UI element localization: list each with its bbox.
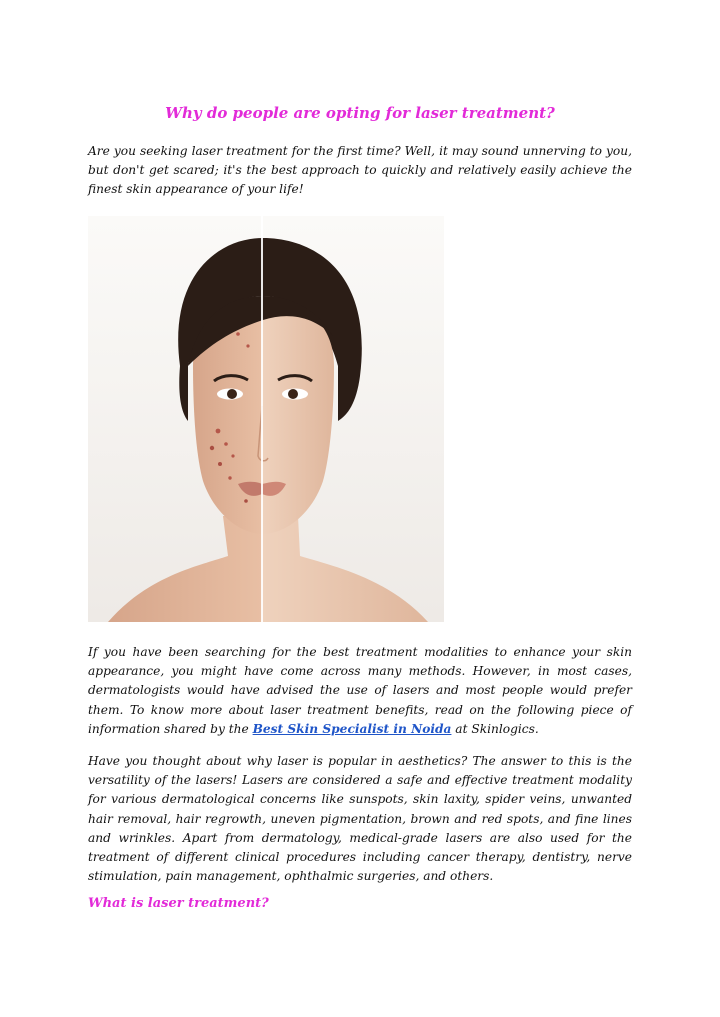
laser-benefits-paragraph xyxy=(88,643,632,739)
page-title: Why do people are opting for laser treatment? xyxy=(165,104,555,122)
before-after-face-photo xyxy=(88,216,444,622)
skin-specialist-link[interactable]: Best Skin Specialist in Noida xyxy=(252,721,452,736)
intro-paragraph: Are you seeking laser treatment for the first time? Well, it may sound unnerving to you, but don't get scared; it's the best approach to quickly and relatively easily achieve the finest skin appearance of your life! xyxy=(88,144,632,197)
section-subheading: What is laser treatment? xyxy=(88,896,269,911)
paragraph-text-before-link: If you have been searching for the best treatment modalities to enhance your skin appearance, you might have come across many methods. However, in most cases, dermatologists would have advised the use of lasers and most people would prefer them. To know more about laser treatment benefits, read on the following piece of information shared by the xyxy=(88,645,632,736)
face-illustration xyxy=(88,216,444,622)
laser-versatility-paragraph: Have you thought about why laser is popular in aesthetics? The answer to this is the versatility of the lasers! Lasers are considered a safe and effective treatment modality for various dermatological concerns like sunspots, skin laxity, spider veins, unwanted hair removal, hair regrowth, uneven pigmentation, brown and red spots, and fine lines and wrinkles. Apart from dermatology, medical-grade lasers are also used for the treatment of different clinical procedures including cancer therapy, dentistry, nerve stimulation, pain management, ophthalmic surgeries, and others. xyxy=(88,754,632,884)
paragraph-text-after-link: at Skinlogics. xyxy=(451,721,539,736)
